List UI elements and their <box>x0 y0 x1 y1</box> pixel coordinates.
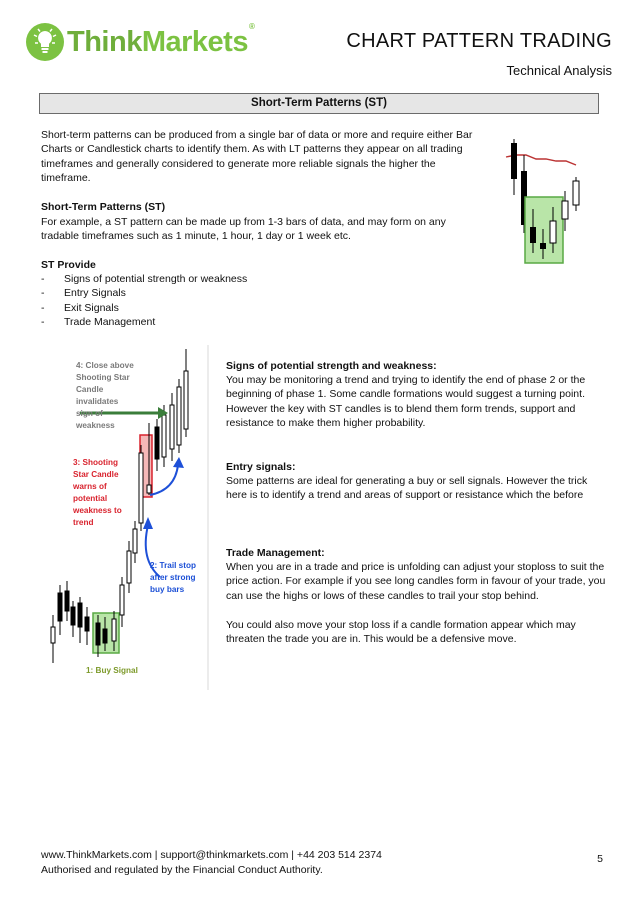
footer <box>41 848 382 878</box>
footer-regulation: Authorised and regulated by the Financial Conduct Authority. <box>41 864 323 876</box>
label-trail-stop: 2: Trail stop after strong buy bars <box>150 561 196 594</box>
trade-management-heading: Trade Management: <box>226 547 325 559</box>
lightbulb-icon <box>26 23 64 61</box>
signs-paragraph: You may be monitoring a trend and trying to identify the end of phase 2 or the beginning of phase 1. Some candle formations would suggest a turning point. However the key with ST candles is to blend them form trends, support and resistance to make them higher probability. <box>226 374 586 430</box>
entry-heading: Entry signals: <box>226 461 296 473</box>
list-item: - Entry Signals <box>41 287 126 300</box>
thinkmarkets-logo <box>26 22 254 62</box>
section-title-bar: Short-Term Patterns (ST) <box>39 93 599 114</box>
label-close-above: 4: Close above Shooting Star Candle invalidates sign of weakness <box>76 361 134 430</box>
label-buy-signal: 1: Buy Signal <box>86 666 138 675</box>
annotated-candlestick-diagram <box>40 345 210 690</box>
stop-loss-paragraph: You could also move your stop loss if a candle formation appear which may threaten the trade you are in. This would be a defensive move. <box>226 619 576 646</box>
logo-wordmark: ThinkMarkets® <box>67 21 255 58</box>
candlestick-thumbnail-image <box>496 135 596 270</box>
provide-heading: ST Provide <box>41 259 96 271</box>
list-item: - Exit Signals <box>41 301 119 314</box>
label-shooting-star: 3: Shooting Star Candle warns of potential weakness to trend <box>73 458 122 527</box>
footer-contact: www.ThinkMarkets.com | support@thinkmarkets.com | +44 203 514 2374 <box>41 849 382 861</box>
entry-paragraph: Some patterns are ideal for generating a buy or sell signals. However the trick here is to identify a trend and areas of support or resistance which the before <box>226 475 588 502</box>
st-heading: Short-Term Patterns (ST) <box>41 201 166 213</box>
list-item: - Signs of potential strength or weakness <box>41 273 248 285</box>
intro-paragraph: Short-term patterns can be produced from a single bar of data or more and require either Bar Charts or Candlestick charts to identify them. As with LT patterns they appear on all trading timeframes and generally considered to generate more reliable signals the higher the timeframe. <box>41 129 473 185</box>
page-number: 5 <box>597 853 603 865</box>
st-paragraph: For example, a ST pattern can be made up from 1-3 bars of data, and may form on any tradable timeframes such as 1 minute, 1 hour, 1 day or 1 week etc. <box>41 216 446 243</box>
document-subtitle: Technical Analysis <box>506 63 612 78</box>
signs-heading: Signs of potential strength and weakness: <box>226 360 437 372</box>
trade-management-paragraph: When you are in a trade and price is unfolding can adjust your stoploss to suit the price action. For example if you see long candles form in favour of your trade, you can use the highs or lows of these candles to trail your stop behind. <box>226 561 606 602</box>
list-item: - Trade Management <box>41 316 156 329</box>
document-title: CHART PATTERN TRADING <box>346 30 612 52</box>
provide-list <box>41 272 247 330</box>
